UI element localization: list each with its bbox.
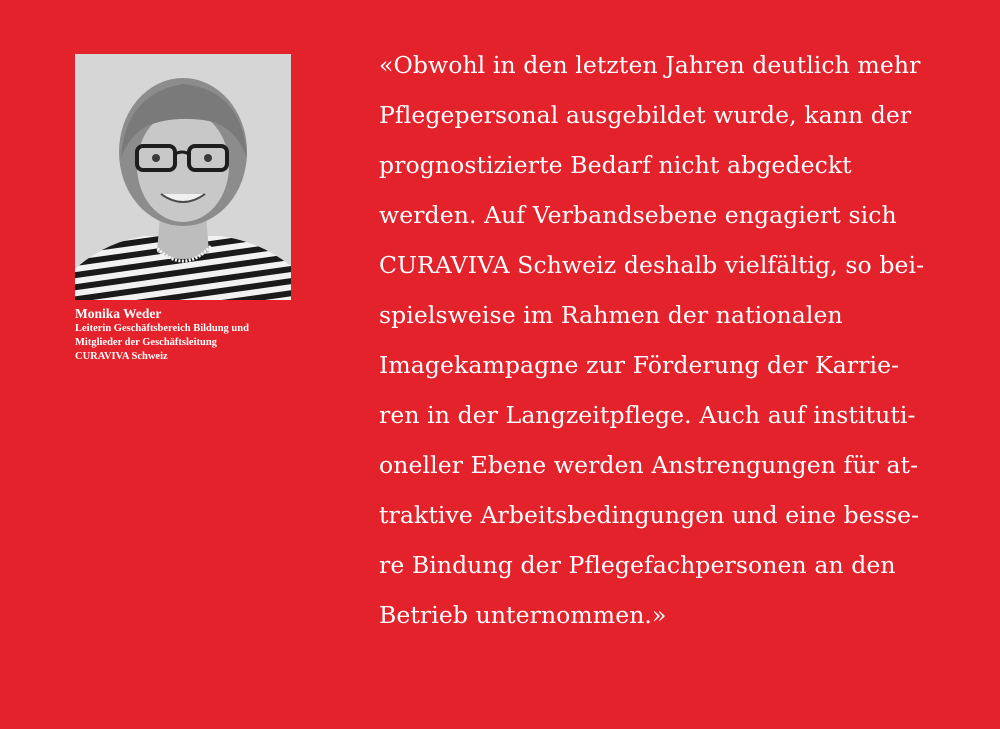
person-role-line-1: Leiterin Geschäftsbereich Bildung und: [75, 323, 249, 334]
quote-line: spielsweise im Rahmen der nationalen: [379, 301, 843, 329]
quote-line: traktive Arbeitsbedingungen und eine besse-: [379, 501, 920, 529]
quote-line: ren in der Langzeitpflege. Auch auf instituti-: [379, 401, 916, 429]
person-name: Monika Weder: [75, 306, 162, 321]
quote-line: prognostizierte Bedarf nicht abgedeckt: [379, 151, 852, 179]
quote-line: Betrieb unternommen.»: [379, 601, 667, 629]
quote-line: oneller Ebene werden Anstrengungen für at-: [379, 451, 919, 479]
quote-line: re Bindung der Pflegefachpersonen an den: [379, 551, 896, 579]
quote-line: «Obwohl in den letzten Jahren deutlich mehr: [379, 51, 921, 79]
quote-line: werden. Auf Verbandsebene engagiert sich: [379, 201, 897, 229]
person-role-line-2: Mitglieder der Geschäftsleitung: [75, 337, 217, 348]
person-organisation: CURAVIVA Schweiz: [75, 351, 168, 362]
quote-line: Imagekampagne zur Förderung der Karrie-: [379, 351, 900, 379]
quote-block: [379, 40, 979, 640]
quote-line: Pflegepersonal ausgebildet wurde, kann der: [379, 101, 912, 129]
portrait-photo: [75, 54, 291, 300]
quote-line: CURAVIVA Schweiz deshalb vielfältig, so bei-: [379, 251, 925, 279]
portrait-caption: [75, 306, 305, 364]
